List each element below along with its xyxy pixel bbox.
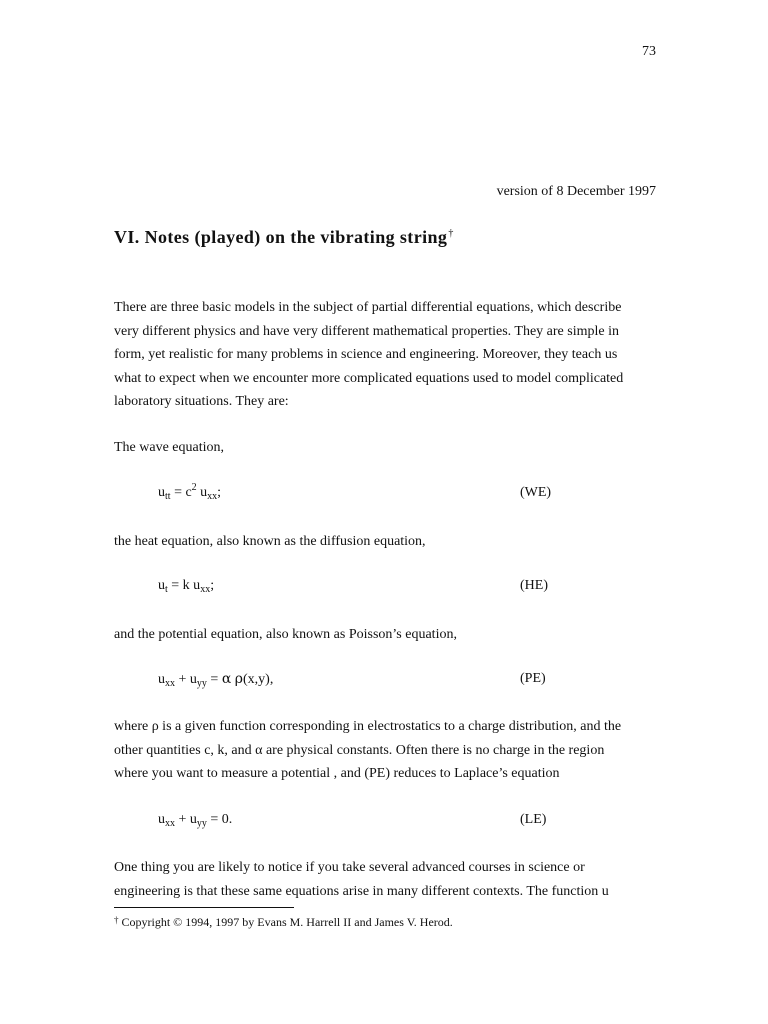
page-number: 73 bbox=[642, 44, 656, 59]
laplace-equation: $u_{xx} + u_{yy} = 0$. bbox=[158, 812, 233, 829]
poisson-equation: $u_{xx} + u_{yy} = \alpha$ ρ(x,y), bbox=[158, 671, 274, 689]
where-line-2: other quantities c, k, and α are physical constants. Often there is no charge in the region bbox=[114, 742, 605, 758]
wave-equation: $u_{tt} = c^2$ $u_{xx}$; bbox=[158, 482, 222, 502]
intro-line-3: form, yet realistic for many problems in science and engineering. Moreover, they teach us bbox=[114, 347, 618, 363]
closing-line-1: One thing you are likely to notice if you take several advanced courses in science or bbox=[114, 860, 585, 875]
where-paragraph bbox=[114, 715, 659, 786]
intro-line-5: laboratory situations. They are: bbox=[114, 394, 289, 410]
heat-equation: $u_t = k$ $u_{xx}$; bbox=[158, 578, 215, 595]
laplace-equation-label: (LE) bbox=[520, 812, 547, 827]
potential-intro: and the potential equation, also known as Poisson’s equation, bbox=[114, 627, 457, 642]
footnote-text: Copyright © 1994, 1997 by Evans M. Harrell II and James V. Herod. bbox=[121, 915, 453, 929]
intro-line-4: what to expect when we encounter more complicated equations used to model complicated bbox=[114, 370, 624, 386]
wave-equation-label: (WE) bbox=[520, 485, 552, 500]
closing-line-2: engineering is that these same equations arise in many different contexts. The function u bbox=[114, 883, 609, 899]
closing-paragraph bbox=[114, 856, 659, 903]
intro-line-2: very different physics and have very different mathematical properties. They are simple in bbox=[114, 323, 619, 339]
footnote-marker: † bbox=[448, 228, 454, 239]
footnote bbox=[114, 915, 453, 930]
wave-intro: The wave equation, bbox=[114, 440, 225, 455]
intro-paragraph bbox=[114, 296, 659, 414]
where-line-1: where ρ is a given function corresponding in electrostatics to a charge distribution, and the bbox=[114, 719, 622, 734]
section-title bbox=[114, 227, 454, 248]
footnote-divider bbox=[114, 907, 294, 908]
intro-line-1: There are three basic models in the subject of partial differential equations, which describe bbox=[114, 300, 622, 315]
section-title-text: VI. Notes (played) on the vibrating string bbox=[114, 227, 448, 247]
heat-intro: the heat equation, also known as the diffusion equation, bbox=[114, 534, 426, 549]
poisson-equation-label: (PE) bbox=[520, 671, 546, 686]
where-line-3: where you want to measure a potential , and (PE) reduces to Laplace’s equation bbox=[114, 766, 560, 782]
footnote-mark: † bbox=[114, 915, 119, 925]
version-date: version of 8 December 1997 bbox=[496, 184, 656, 199]
heat-equation-label: (HE) bbox=[520, 578, 548, 593]
